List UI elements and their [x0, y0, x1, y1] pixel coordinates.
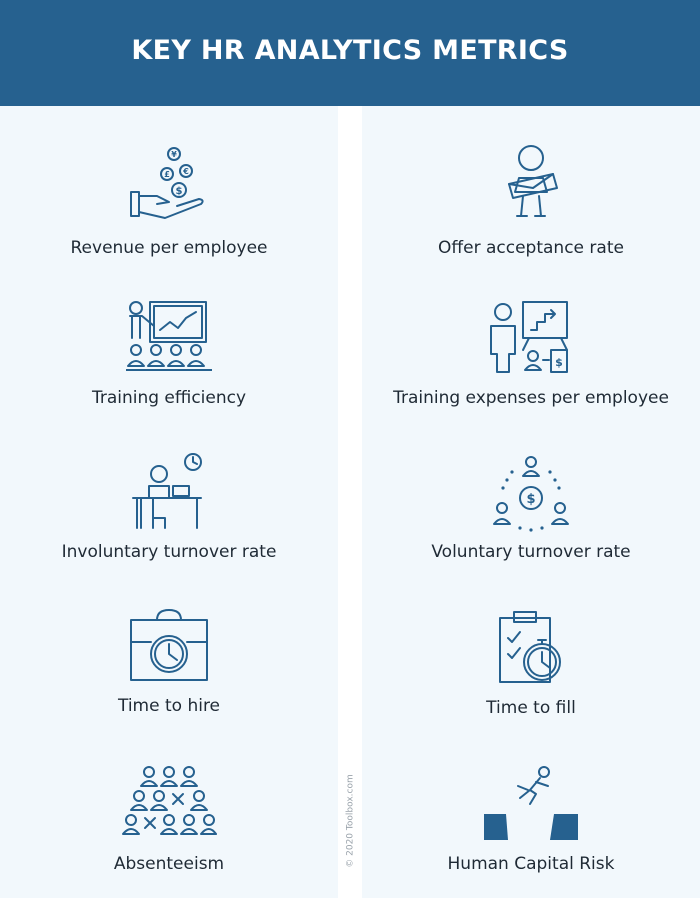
metric-label: Revenue per employee [70, 238, 268, 258]
metric-label: Training efficiency [91, 388, 247, 408]
turnover-dollar-symbol: $ [526, 492, 536, 507]
presenter-audience-icon [126, 298, 212, 374]
expense-dollar-symbol: $ [555, 356, 563, 369]
yen-symbol: ¥ [171, 150, 177, 159]
metric-label: Involuntary turnover rate [61, 542, 277, 562]
header-banner [0, 0, 700, 106]
euro-symbol: € [183, 167, 189, 176]
person-desk-clock-icon [129, 452, 209, 532]
clipboard-stopwatch-icon [496, 608, 566, 688]
person-envelope-icon [501, 144, 561, 224]
crowd-absent-icon [121, 764, 217, 840]
metric-label: Time to hire [117, 696, 221, 716]
metric-label: Offer acceptance rate [438, 238, 624, 258]
metric-label: Absenteeism [113, 854, 225, 874]
person-jumping-gap-icon [484, 764, 578, 844]
watermark-text: © 2020 Toolbox.com [346, 774, 356, 868]
metric-label: Time to fill [486, 698, 576, 718]
page-title: KEY HR ANALYTICS METRICS [131, 34, 569, 66]
pound-symbol: £ [164, 170, 170, 179]
metric-label: Training expenses per employee [393, 388, 669, 408]
metric-label: Voluntary turnover rate [431, 542, 631, 562]
people-dollar-cycle-icon [490, 452, 572, 532]
metric-label: Human Capital Risk [447, 854, 615, 874]
dollar-symbol: $ [175, 186, 183, 197]
briefcase-clock-icon [127, 606, 211, 686]
person-chart-expense-icon [489, 298, 573, 378]
copyright-watermark [341, 766, 361, 876]
hand-coins-icon [129, 146, 209, 224]
